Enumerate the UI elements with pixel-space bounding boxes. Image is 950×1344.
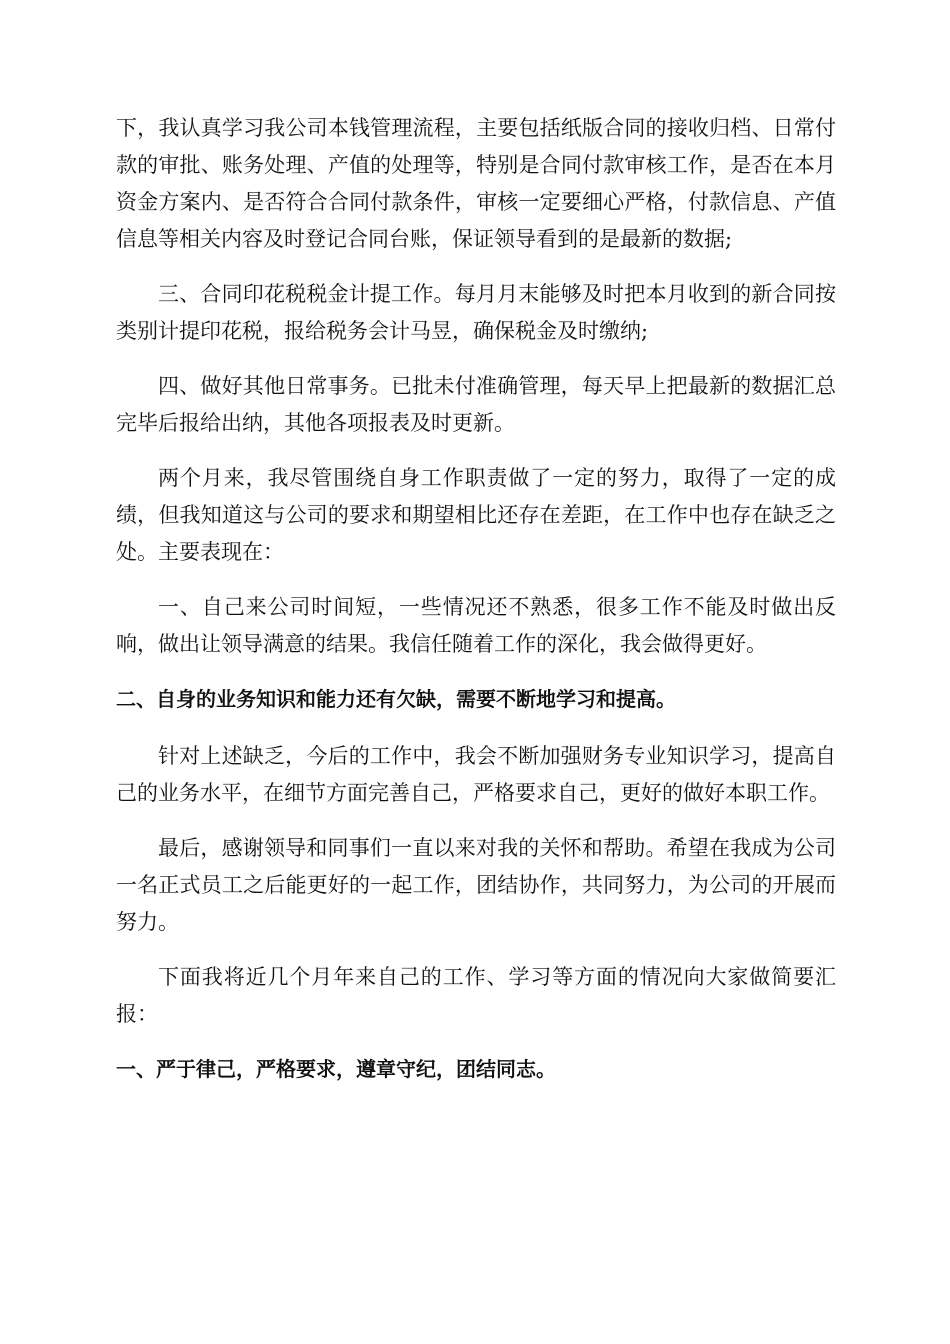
paragraph-improvement: 针对上述缺乏，今后的工作中，我会不断加强财务专业知识学习，提高自己的业务水平，在细节方面完善自己，严格要求自己，更好的做好本职工作。 [116, 744, 836, 805]
document-body [116, 110, 836, 1108]
paragraph-continued: 下，我认真学习我公司本钱管理流程，主要包括纸版合同的接收归档、日常付款的审批、账务处理、产值的处理等，特别是合同付款审核工作，是否在本月资金方案内、是否符合合同付款条件，审核一定要细心严格，付款信息、产值信息等相关内容及时登记合同台账，保证领导看到的是最新的数据; [116, 116, 836, 251]
paragraph-thanks: 最后，感谢领导和同事们一直以来对我的关怀和帮助。希望在我成为公司一名正式员工之后能更好的一起工作，团结协作，共同努力，为公司的开展而努力。 [116, 836, 836, 934]
heading-discipline: 一、严于律己，严格要求，遵章守纪，团结同志。 [116, 1057, 556, 1081]
paragraph-shortcoming-one: 一、自己来公司时间短，一些情况还不熟悉，很多工作不能及时做出反响，做出让领导满意的结果。我信任随着工作的深化，我会做得更好。 [116, 595, 836, 656]
heading-shortcoming-two: 二、自身的业务知识和能力还有欠缺，需要不断地学习和提高。 [116, 687, 676, 711]
paragraph-report-intro: 下面我将近几个月年来自己的工作、学习等方面的情况向大家做简要汇报： [116, 965, 836, 1026]
paragraph-two-months: 两个月来，我尽管围绕自身工作职责做了一定的努力，取得了一定的成绩，但我知道这与公司的要求和期望相比还存在差距，在工作中也存在缺乏之处。主要表现在： [116, 466, 836, 564]
paragraph-stamp-tax: 三、合同印花税税金计提工作。每月月末能够及时把本月收到的新合同按类别计提印花税，报给税务会计马昱，确保税金及时缴纳; [116, 282, 836, 343]
paragraph-daily-affairs: 四、做好其他日常事务。已批未付准确管理，每天早上把最新的数据汇总完毕后报给出纳，其他各项报表及时更新。 [116, 374, 836, 435]
